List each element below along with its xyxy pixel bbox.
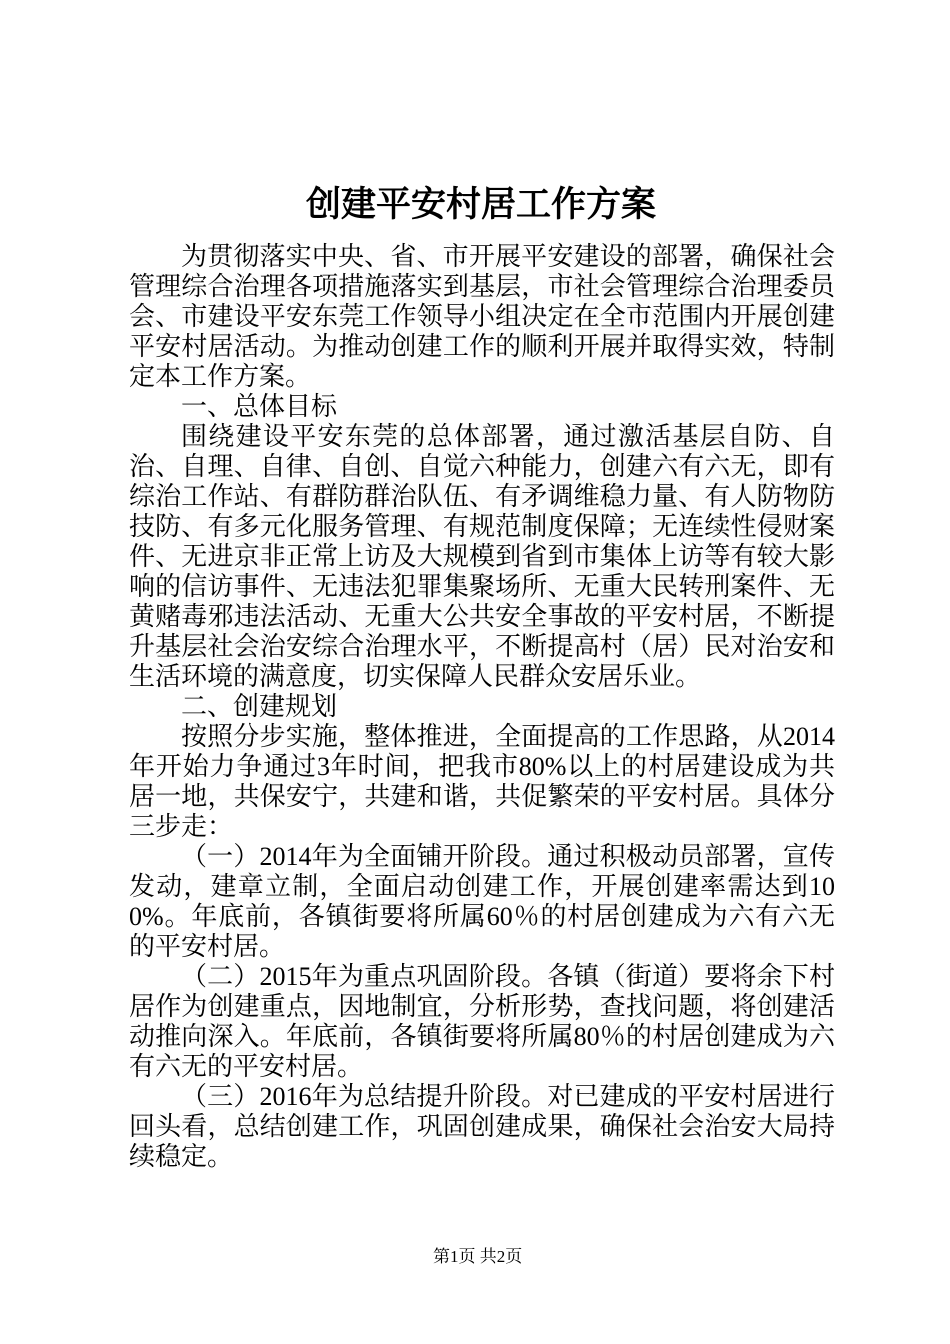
paragraph-intro: 为贯彻落实中央、省、市开展平安建设的部署，确保社会管理综合治理各项措施落实到基层，市社会管理综合治理委员会、市建设平安东莞工作领导小组决定在全市范围内开展创建平安村居活动。为推动创建工作的顺利开展并取得实效，特制定本工作方案。 [129, 242, 835, 391]
heading-overall-goal: 一、总体目标 [181, 392, 338, 421]
paragraph-step-1-2014: （一）2014年为全面铺开阶段。通过积极动员部署，宣传发动，建章立制，全面启动创建工作，开展创建率需达到100%。年底前，各镇街要将所属60％的村居创建成为六有六无的平安村居。 [129, 842, 835, 961]
paragraph-step-3-2016: （三）2016年为总结提升阶段。对已建成的平安村居进行回头看，总结创建工作，巩固创建成果，确保社会治安大局持续稳定。 [129, 1082, 835, 1171]
paragraph-step-2-2015: （二）2015年为重点巩固阶段。各镇（街道）要将余下村居作为创建重点，因地制宜，分析形势，查找问题，将创建活动推向深入。年底前，各镇街要将所属80％的村居创建成为六有六无的平安村居。 [129, 962, 835, 1081]
paragraph-creation-plan: 按照分步实施，整体推进，全面提高的工作思路，从2014年开始力争通过3年时间，把我市80%以上的村居建设成为共居一地，共保安宁，共建和谐，共促繁荣的平安村居。具体分三步走： [129, 722, 835, 841]
heading-creation-plan: 二、创建规划 [181, 692, 338, 721]
document-title: 创建平安村居工作方案 [305, 185, 656, 224]
paragraph-overall-goal: 围绕建设平安东莞的总体部署，通过激活基层自防、自治、自理、自律、自创、自觉六种能力，创建六有六无，即有综治工作站、有群防群治队伍、有矛调维稳力量、有人防物防技防、有多元化服务管理、有规范制度保障；无连续性侵财案件、无进京非正常上访及大规模到省到市集体上访等有较大影响的信访事件、无违法犯罪集聚场所、无重大民转刑案件、无黄赌毒邪违法活动、无重大公共安全事故的平安村居，不断提升基层社会治安综合治理水平，不断提高村（居）民对治安和生活环境的满意度，切实保障人民群众安居乐业。 [129, 422, 835, 691]
page-number-indicator: 第1页 共2页 [433, 1247, 523, 1266]
document-body [129, 242, 835, 1172]
